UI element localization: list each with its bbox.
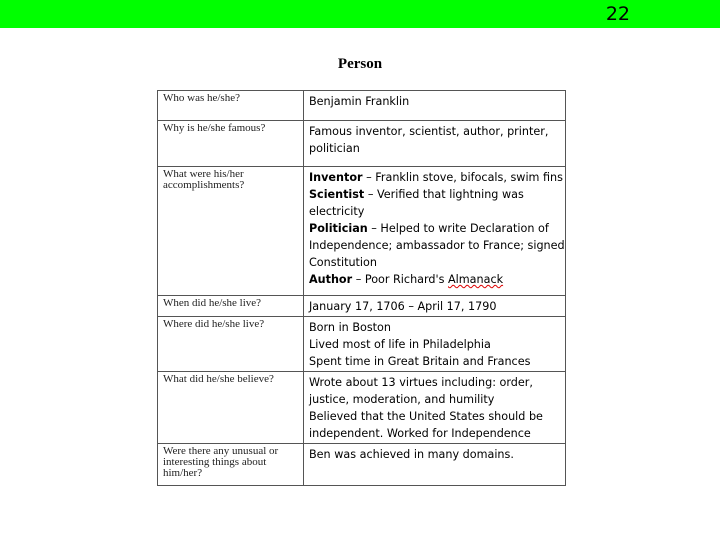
answer-cell xyxy=(304,444,566,486)
table-row xyxy=(158,372,566,444)
answer-line: January 17, 1706 – April 17, 1790 xyxy=(309,300,497,313)
question-cell xyxy=(158,317,304,372)
answer-text: – Helped to write Declaration of xyxy=(367,222,549,235)
slide-number: 22 xyxy=(605,3,630,25)
answer-text: – Poor Richard's xyxy=(352,273,448,286)
question-cell xyxy=(158,296,304,317)
answer-text: Constitution xyxy=(309,256,377,269)
answer-line: Wrote about 13 virtues including: order, xyxy=(309,376,533,389)
slide-header-bar xyxy=(0,0,720,28)
answer-line: Ben was achieved in many domains. xyxy=(309,448,514,461)
answer-cell xyxy=(304,91,566,121)
question-text: What did he/she believe? xyxy=(163,373,274,385)
answer-line: Born in Boston xyxy=(309,321,391,334)
question-text: Why is he/she famous? xyxy=(163,122,266,134)
answer-text: – Verified that lightning was xyxy=(364,188,524,201)
question-text: Were there any unusual or interesting things about him/her? xyxy=(163,445,279,479)
question-text: What were his/her accomplishments? xyxy=(163,168,245,191)
answer-text: electricity xyxy=(309,205,365,218)
table-row xyxy=(158,317,566,372)
question-text: Who was he/she? xyxy=(163,92,240,104)
answer-line xyxy=(309,254,560,271)
answer-label: Scientist xyxy=(309,188,365,201)
answer-line: Spent time in Great Britain and Frances xyxy=(309,355,531,368)
answer-line xyxy=(309,203,560,220)
question-text: When did he/she live? xyxy=(163,297,262,309)
question-cell xyxy=(158,444,304,486)
answer-text: Independence; ambassador to France; signed xyxy=(309,239,565,252)
question-cell xyxy=(158,372,304,444)
answer-line: justice, moderation, and humility xyxy=(309,393,495,406)
answer-line: Benjamin Franklin xyxy=(309,95,410,108)
answer-cell xyxy=(304,317,566,372)
answer-line xyxy=(309,237,565,254)
answer-line: Believed that the United States should be xyxy=(309,410,543,423)
table-row xyxy=(158,91,566,121)
question-text: Where did he/she live? xyxy=(163,318,265,330)
answer-cell xyxy=(304,296,566,317)
answer-line xyxy=(309,220,560,237)
answer-line: Famous inventor, scientist, author, printer, xyxy=(309,125,549,138)
answer-cell xyxy=(304,372,566,444)
answer-line xyxy=(309,169,563,186)
answer-line xyxy=(309,186,560,203)
answer-label: Author xyxy=(309,273,353,286)
answer-cell xyxy=(304,167,566,296)
answer-label: Inventor xyxy=(309,171,363,184)
spellcheck-flagged-word: Almanack xyxy=(447,273,504,286)
question-cell xyxy=(158,167,304,296)
answer-line: politician xyxy=(309,142,360,155)
table-row xyxy=(158,167,566,296)
answer-label: Politician xyxy=(309,222,368,235)
person-table xyxy=(157,90,566,486)
answer-cell xyxy=(304,121,566,167)
question-cell xyxy=(158,121,304,167)
answer-line xyxy=(309,271,560,288)
document-title: Person xyxy=(337,56,383,72)
table-row xyxy=(158,296,566,317)
table-row xyxy=(158,121,566,167)
answer-line: Lived most of life in Philadelphia xyxy=(309,338,491,351)
question-cell xyxy=(158,91,304,121)
answer-text: – Franklin stove, bifocals, swim fins xyxy=(362,171,563,184)
table-row xyxy=(158,444,566,486)
answer-line: independent. Worked for Independence xyxy=(309,427,531,440)
